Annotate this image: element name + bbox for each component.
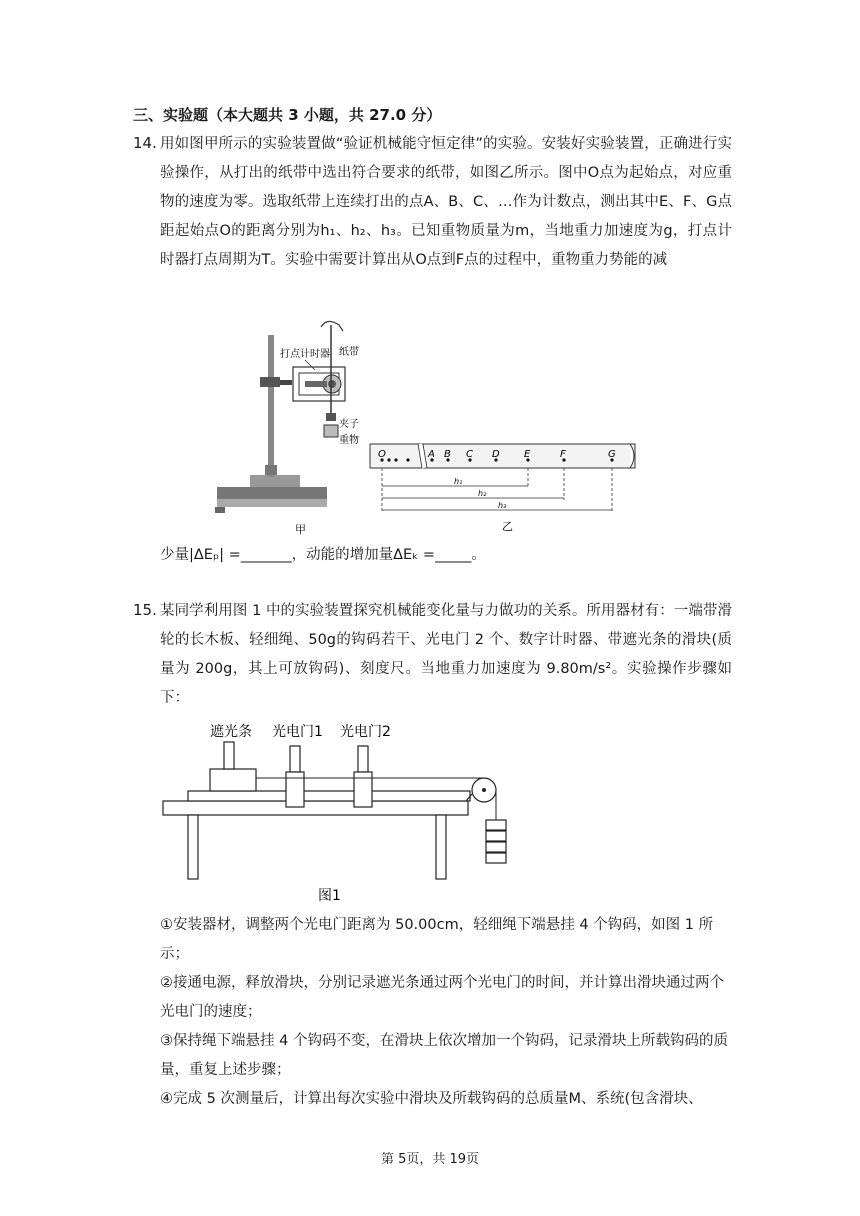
caption-yi: 乙 <box>502 520 513 533</box>
label-h3: h₃ <box>498 501 507 510</box>
point-label-B: B <box>444 449 451 460</box>
label-h1: h₁ <box>454 477 463 486</box>
point-label-C: C <box>466 449 473 460</box>
section-title: 三、实验题（本大题共 3 小题，共 27.0 分） <box>133 106 442 124</box>
label-timer: 打点计时器 <box>280 349 330 360</box>
table-top <box>217 487 327 499</box>
step-2: ②接通电源，释放滑块，分别记录遮光条通过两个光电门的时间，并计算出滑块通过两个光电门的速度； <box>160 975 724 1020</box>
step-1: ①安装器材，调整两个光电门距离为 50.00cm，轻细绳下端悬挂 4 个钩码，如图 1 所示； <box>160 917 714 962</box>
step-3: ③保持绳下端悬挂 4 个钩码不变，在滑块上依次增加一个钩码，记录滑块上所载钩码的质量，重复上述步骤； <box>160 1033 728 1078</box>
tape-strip <box>370 444 635 468</box>
label-clip: 夹子 <box>339 419 359 430</box>
stand-rod <box>268 335 274 477</box>
slider-block <box>210 769 256 791</box>
step-4: ④完成 5 次测量后，计算出每次实验中滑块及所载钩码的总质量M、系统(包含滑块、 <box>160 1091 703 1107</box>
hooked-weights <box>486 820 506 863</box>
question-15-text: 某同学利用图 1 中的实验装置探究机械能变化量与力做功的关系。所用器材有：一端带滑轮的长木板、轻细绳、50g的钩码若干、光电门 2 个、数字计时器、带遮光条的滑块(质量为 200g，其上可放钩码)、刻度尺。当地重力加速度为 9.80m/s²。实验操作步骤如下： <box>160 603 732 706</box>
figure-yi-tape <box>368 438 658 536</box>
question-14-number: 14. <box>133 134 157 152</box>
label-weight: 重物 <box>339 435 359 446</box>
label-shade-strip: 遮光条 <box>210 724 252 740</box>
table-board <box>163 801 468 815</box>
caption-figure-1: 图1 <box>318 888 341 904</box>
point-label-A: A <box>428 449 435 460</box>
figure-1-air-track <box>158 714 518 904</box>
question-15-number: 15. <box>133 601 157 619</box>
photogate-2 <box>354 772 372 807</box>
page-footer: 第 5页，共 19页 <box>380 1152 480 1167</box>
shade-strip <box>224 742 234 769</box>
point-label-E: E <box>524 449 531 460</box>
question-14-text: 用如图甲所示的实验装置做“验证机械能守恒定律”的实验。安装好实验装置，正确进行实验操作，从打出的纸带中选出符合要求的纸带，如图乙所示。图中O点为起始点，对应重物的速度为零。选取纸带上连续打出的点A、B、C、…作为计数点，测出其中E、F、G点距起始点O的距离分别为h₁、h₂、h₃。已知重物质量为m，当地重力加速度为g，打点计时器打点周期为T。实验中需要计算出从O点到F点的过程中，重物重力势能的减 <box>160 136 732 268</box>
point-label-D: D <box>492 449 500 460</box>
point-label-G: G <box>608 449 616 460</box>
label-photogate-2: 光电门2 <box>340 724 391 740</box>
stand-base <box>250 475 300 487</box>
figure-jia-apparatus <box>215 315 365 537</box>
label-h2: h₂ <box>478 489 487 498</box>
long-board <box>188 791 470 801</box>
label-tape: 纸带 <box>339 347 359 358</box>
caption-jia: 甲 <box>295 523 306 536</box>
photogate-1 <box>286 772 304 807</box>
question-14-answer-line: 少量|ΔEₚ| =_______，动能的增加量ΔEₖ =_____。 <box>160 547 486 563</box>
point-label-F: F <box>560 449 566 460</box>
point-label-O: O <box>378 449 386 460</box>
label-photogate-1: 光电门1 <box>272 724 323 740</box>
